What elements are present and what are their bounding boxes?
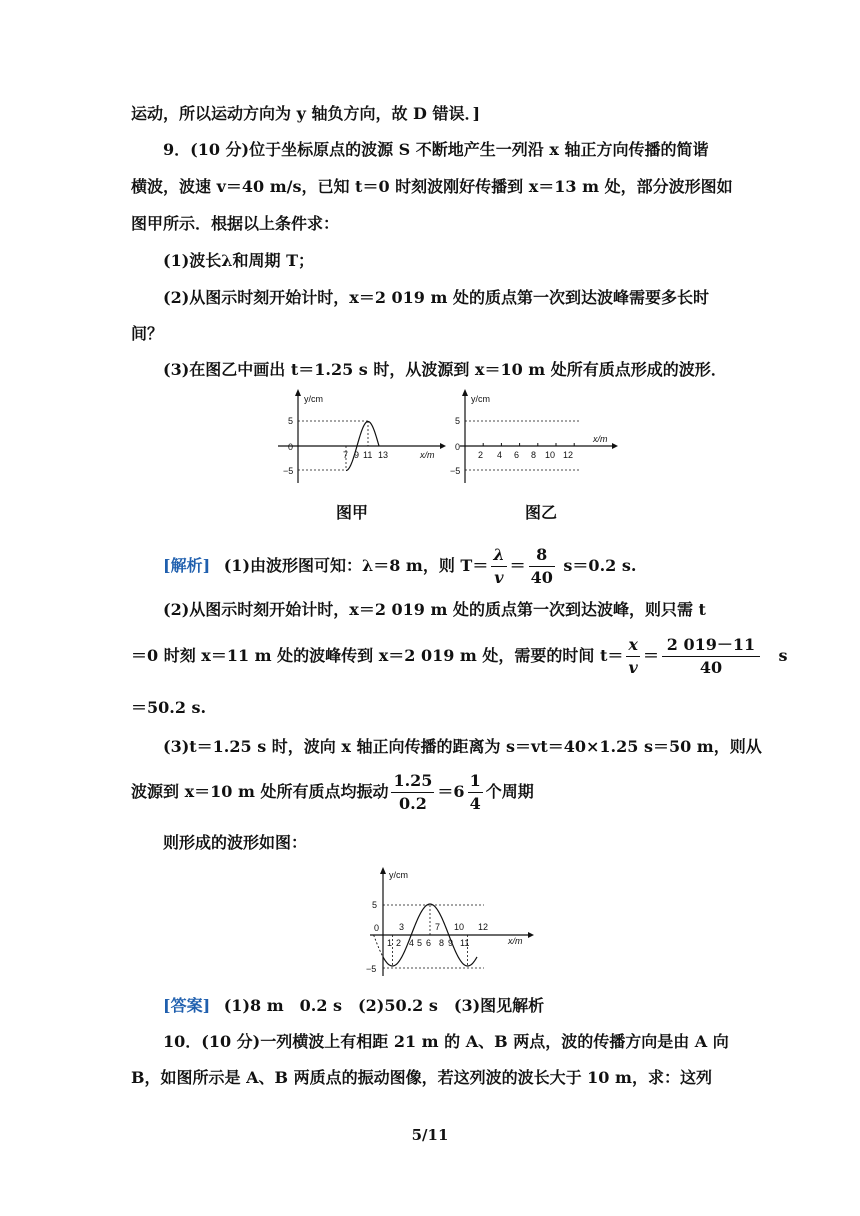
question-9-line-3: 图甲所示．根据以上条件求： bbox=[131, 214, 340, 233]
solution-part-3-line-2: 波源到 x＝10 m 处所有质点均振动 $\frac{1.25}{0.2}$ ＝6 $\frac{1}{4}$ 个周期 bbox=[131, 771, 534, 813]
figure-answer-waveform bbox=[356, 864, 536, 982]
y-tick-neg5: −5 bbox=[450, 466, 461, 476]
answer-tag: [答案] bbox=[163, 996, 211, 1015]
y-tick-0: 0 bbox=[455, 442, 461, 452]
y-tick-0: 0 bbox=[288, 442, 294, 452]
x-tick-4: 4 bbox=[409, 938, 415, 948]
x-axis-label: x/m bbox=[593, 434, 608, 444]
fraction-x-over-v: $\frac{x}{v}$ bbox=[628, 635, 638, 677]
text-line-1: 运动，所以运动方向为 y 轴负方向，故 D 错误．] bbox=[131, 104, 481, 123]
y-axis-arrow-icon bbox=[380, 867, 386, 874]
question-9-part-2-line-1: (2)从图示时刻开始计时，x＝2 019 m 处的质点第一次到达波峰需要多长时 bbox=[163, 288, 709, 307]
y-tick-neg5: −5 bbox=[366, 964, 377, 974]
x-tick-5: 5 bbox=[417, 938, 423, 948]
y-tick-5: 5 bbox=[455, 416, 461, 426]
x-tick-2: 2 bbox=[396, 938, 402, 948]
fraction-lambda-over-v: $\frac{\lambda}{v}$ bbox=[493, 545, 505, 587]
solution-part-2-line-1: (2)从图示时刻开始计时，x＝2 019 m 处的质点第一次到达波峰，则只需 t bbox=[163, 600, 706, 619]
figure-yi-caption: 图乙 bbox=[525, 503, 558, 522]
y-axis-label: y/cm bbox=[389, 870, 408, 880]
solution-part-2-line-2: ＝0 时刻 x＝11 m 处的波峰传到 x＝2 019 m 处，需要的时间 t＝ $\frac{x}{v}$ ＝ $\frac{2 019-11}{40}$ s bbox=[131, 635, 788, 677]
solution-part-3-line-3: 则形成的波形如图： bbox=[163, 833, 308, 852]
x-tick-9: 9 bbox=[448, 938, 454, 948]
fraction-1-over-4: $\frac{1}{4}$ bbox=[469, 771, 481, 813]
x-axis-arrow-icon bbox=[528, 932, 534, 938]
y-tick-5: 5 bbox=[372, 900, 378, 910]
x-axis-arrow-icon bbox=[612, 443, 618, 449]
y-axis-label: y/cm bbox=[471, 394, 490, 404]
y-axis-arrow-icon bbox=[295, 389, 301, 396]
fraction-2019-minus-11-over-40: $\frac{2 019-11}{40}$ bbox=[662, 634, 760, 679]
figure-yi bbox=[450, 388, 618, 488]
x-tick-9: 9 bbox=[354, 450, 360, 460]
x-tick-8: 8 bbox=[531, 450, 537, 460]
figure-jia-caption: 图甲 bbox=[336, 503, 369, 522]
question-9-part-2-line-2: 间？ bbox=[131, 324, 164, 343]
y-tick-neg5: −5 bbox=[283, 466, 294, 476]
fraction-8-over-40: $\frac{8}{40}$ bbox=[530, 545, 553, 587]
question-10-line-2: B，如图所示是 A、B 两质点的振动图像，若这列波的波长大于 10 m，求：这列 bbox=[131, 1068, 712, 1087]
x-tick-7: 7 bbox=[343, 450, 349, 460]
figure-jia bbox=[268, 388, 446, 488]
x-tick-1: 1 bbox=[387, 938, 393, 948]
x-tick-12: 12 bbox=[478, 922, 489, 932]
x-axis-label: x/m bbox=[508, 936, 523, 946]
page-number: 5/11 bbox=[411, 1126, 449, 1144]
question-9-part-3: (3)在图乙中画出 t＝1.25 s 时，从波源到 x＝10 m 处所有质点形成的波形． bbox=[163, 360, 727, 379]
answer-line bbox=[163, 996, 544, 1016]
x-tick-12: 12 bbox=[563, 450, 574, 460]
wave-curve-previous bbox=[374, 935, 383, 957]
solution-part-2-line-3: ＝50.2 s. bbox=[131, 698, 207, 717]
y-tick-5: 5 bbox=[288, 416, 294, 426]
fraction-1.25-over-0.2: $\frac{1.25}{0.2}$ bbox=[393, 771, 433, 813]
x-axis-label: x/m bbox=[420, 450, 435, 460]
solution-part-1: [解析] (1)由波形图可知：λ＝8 m，则 T＝ $\frac{\lambda}{v}$ ＝ $\frac{8}{40}$ s＝0.2 s. bbox=[163, 545, 637, 587]
y-axis-label: y/cm bbox=[304, 394, 323, 404]
question-9-line-1: 9．(10 分)位于坐标原点的波源 S 不断地产生一列沿 x 轴正方向传播的简谐 bbox=[163, 140, 709, 159]
solution-part-3-line-1: (3)t＝1.25 s 时，波向 x 轴正向传播的距离为 s＝vt＝40×1.25 s＝50 m，则从 bbox=[163, 737, 762, 756]
x-tick-8: 8 bbox=[439, 938, 445, 948]
y-tick-0: 0 bbox=[374, 923, 380, 933]
x-tick-7: 7 bbox=[435, 922, 441, 932]
solution-tag: [解析] bbox=[163, 556, 211, 575]
x-tick-11: 11 bbox=[460, 938, 470, 948]
question-9-line-2: 横波，波速 v＝40 m/s，已知 t＝0 时刻波刚好传播到 x＝13 m 处，部分波形图如 bbox=[131, 177, 733, 196]
y-axis-arrow-icon bbox=[462, 389, 468, 396]
x-tick-13: 13 bbox=[378, 450, 389, 460]
x-tick-10: 10 bbox=[454, 922, 465, 932]
answer-text: (1)8 m 0.2 s (2)50.2 s (3)图见解析 bbox=[223, 996, 545, 1015]
x-tick-6: 6 bbox=[514, 450, 520, 460]
x-tick-4: 4 bbox=[497, 450, 503, 460]
x-tick-10: 10 bbox=[545, 450, 556, 460]
x-axis-arrow-icon bbox=[440, 443, 446, 449]
question-10-line-1: 10．(10 分)一列横波上有相距 21 m 的 A、B 两点，波的传播方向是由 A 向 bbox=[163, 1032, 729, 1051]
x-tick-2: 2 bbox=[478, 450, 484, 460]
x-tick-6: 6 bbox=[426, 938, 432, 948]
solution-1-text: (1)由波形图可知：λ＝8 m，则 T＝ bbox=[223, 556, 489, 575]
x-tick-3: 3 bbox=[399, 922, 405, 932]
question-9-part-1: (1)波长λ和周期 T； bbox=[163, 251, 314, 270]
x-tick-11: 11 bbox=[363, 450, 373, 460]
